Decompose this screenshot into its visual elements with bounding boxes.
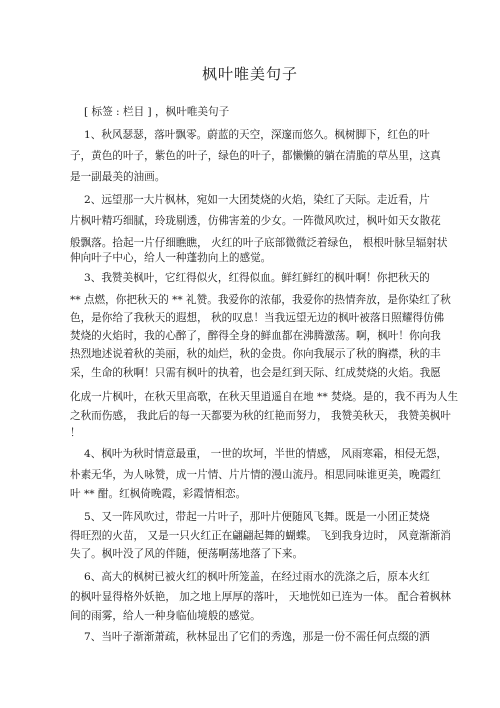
paragraph-line: 7、当叶子渐渐萧疏，秋林显出了它们的秀逸，那是一份不需任何点缀的洒 [84, 631, 430, 643]
paragraph-line: 1、秋风瑟瑟，落叶飘零。蔚蓝的天空，深邃而悠久。枫树脚下，红色的叶 [84, 129, 430, 141]
paragraph-line: 化成一片枫叶，在秋天里高歌，在秋天里逍遥自在地 ** 焚烧。是的，我不再为人生 [70, 391, 459, 403]
paragraph-line: 采，生命的秋啊！只需有枫叶的执着，也会是红到天际、红成焚烧的火焰。我愿 [70, 367, 441, 379]
paragraph-line: 6、高大的枫树已被火红的枫叶所笼盖，在经过雨水的洗涤之后，原本火红 [84, 571, 430, 583]
paragraph-line: 叶 ** 酣。红枫倚晚霞，彩霞情相恋。 [70, 488, 247, 500]
paragraph-line: 间的雨雾，给人一种身临仙境般的感觉。 [70, 610, 261, 622]
document-title: 枫叶唯美句子 [201, 65, 298, 83]
paragraph-line: 子，黄色的叶子，紫色的叶子，绿色的叶子，都懒懒的躺在清脆的草丛里，这真 [70, 150, 441, 162]
paragraph-line: 是一副最美的油画。 [70, 171, 166, 183]
paragraph-line: 色，是你给了我秋天的遐想， 秋的叹息！当我远望无边的枫叶被落日照耀得仿佛 [70, 312, 445, 324]
paragraph-line: 2、远望那一大片枫林，宛如一大团焚烧的火焰，染红了天际。走近看，片 [84, 194, 430, 206]
paragraph-line: 伸向叶子中心，给人一种蓬勃向上的感觉。 [70, 252, 272, 264]
paragraph-line: 的枫叶显得格外妖艳， 加之地上厚厚的落叶， 天地恍如已连为一体。 配合着枫林 [70, 591, 451, 603]
paragraph-line: 般飘落。拾起一片仔细瞧瞧， 火红的叶子底部微微泛着绿色， 根根叶脉呈辐射状 [70, 237, 448, 249]
paragraph-line: 热烈地述说着秋的美丽，秋的灿烂，秋的金贵。你向我展示了秋的胸襟，秋的丰 [70, 348, 441, 360]
paragraph-line: 4、枫叶为秋时情意最重， 一世的坎坷，半世的情感， 风雨寒霜，相侵无怨， [84, 448, 448, 460]
paragraph-line: 焚烧的火焰时，我的心醉了，醉得全身的鲜血都在沸腾激荡。啊，枫叶！你向我 [70, 330, 441, 342]
paragraph-line: 失了。枫叶没了风的伴随，便荡啊荡地落了下来。 [70, 548, 304, 560]
paragraph-line: 之秋而伤感， 我此后的每一天都要为秋的红艳而努力， 我赞美秋天， 我赞美枫叶 [70, 410, 451, 422]
paragraph-line: 片枫叶精巧细腻，玲珑剔透，仿佛害羞的少女。一阵微风吹过，枫叶如天女散花 [70, 215, 441, 227]
paragraph-line: ** 点燃，你把秋天的 ** 礼赞。我爱你的浓郁，我爱你的热情奔放，是你染红了秋 [70, 294, 451, 306]
tag-line: [ 标签 : 栏目 ] ，枫叶唯美句子 [84, 106, 230, 118]
paragraph-line: 3、我赞美枫叶，它红得似火，红得似血。鲜红鲜红的枫叶啊！你把秋天的 [84, 272, 430, 284]
paragraph-line: 得旺烈的火苗， 又是一只火红正在翩翩起舞的蝴蝶。 飞到我身边时， 风竟渐渐消 [70, 530, 451, 542]
paragraph-line: 朴素无华，为人咏赞，成一片情、片片情的漫山流丹。相思同味谁更美，晚霞红 [70, 469, 441, 481]
paragraph-line: 5、又一阵风吹过，带起一片叶子，那叶片便随风飞舞。既是一小团正焚烧 [84, 511, 430, 523]
paragraph-line: ！ [70, 427, 81, 439]
